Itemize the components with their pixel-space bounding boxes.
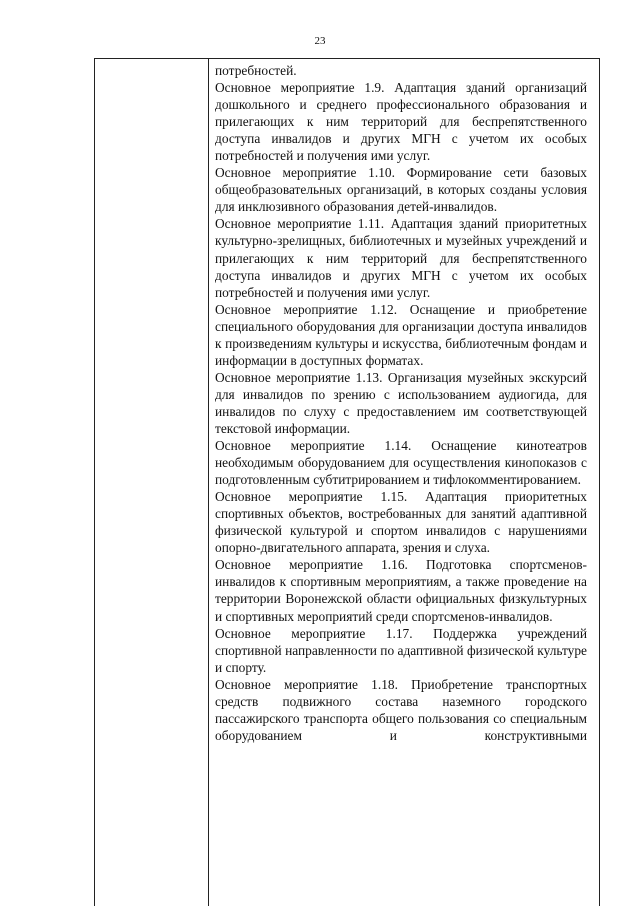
paragraph-measure-1-13: Основное мероприятие 1.13. Организация музейных экскурсий для инвалидов по зрению с использованием аудиогида, для инвалидов по слуху с предоставлением им соответствующей текстовой информации. — [215, 369, 587, 436]
table-content-cell — [215, 62, 587, 744]
paragraph-measure-1-18: Основное мероприятие 1.18. Приобретение транспортных средств подвижного состава наземного городского пассажирского транспорта общего пользования со специальным оборудованием и конструктивными — [215, 676, 587, 743]
page-number: 23 — [314, 35, 326, 47]
paragraph-measure-1-12: Основное мероприятие 1.12. Оснащение и приобретение специального оборудования для организации доступа инвалидов к произведениям культуры и искусства, библиотечным фондам и информации в доступных форматах. — [215, 301, 587, 368]
paragraph-measure-1-17: Основное мероприятие 1.17. Поддержка учреждений спортивной направленности по адаптивной физической культуре и спорту. — [215, 625, 587, 675]
paragraph-measure-1-9: Основное мероприятие 1.9. Адаптация зданий организаций дошкольного и среднего профессионального образования и прилегающих к ним территорий для беспрепятственного доступа инвалидов и других МГН с учетом их особых потребностей и получения ими услуг. — [215, 80, 587, 164]
paragraph-measure-1-15: Основное мероприятие 1.15. Адаптация приоритетных спортивных объектов, востребованных для занятий адаптивной физической культурой и спортом инвалидов с нарушениями опорно-двигательного аппарата, зрения и слуха. — [215, 489, 587, 556]
paragraph-measure-1-14: Основное мероприятие 1.14. Оснащение кинотеатров необходимым оборудованием для осуществления кинопоказов с подготовленным субтитрированием и тифлокомментированием. — [215, 438, 587, 488]
table-column-divider — [208, 59, 209, 906]
paragraph-measure-1-16: Основное мероприятие 1.16. Подготовка спортсменов-инвалидов к спортивным мероприятиям, а также проведение на территории Воронежской области официальных физкультурных и спортивных мероприятий среди спортсменов-инвалидов. — [215, 557, 587, 624]
paragraph-measure-1-11: Основное мероприятие 1.11. Адаптация зданий приоритетных культурно-зрелищных, библиотечных и музейных учреждений и прилегающих к ним территорий для беспрепятственного доступа инвалидов и других МГН с учетом их особых потребностей и получения ими услуг. — [215, 216, 587, 300]
paragraph-measure-1-10: Основное мероприятие 1.10. Формирование сети базовых общеобразовательных организаций, в которых созданы условия для инклюзивного образования детей-инвалидов. — [215, 165, 587, 215]
paragraph-continuation: потребностей. — [215, 63, 297, 78]
document-table — [94, 58, 600, 906]
